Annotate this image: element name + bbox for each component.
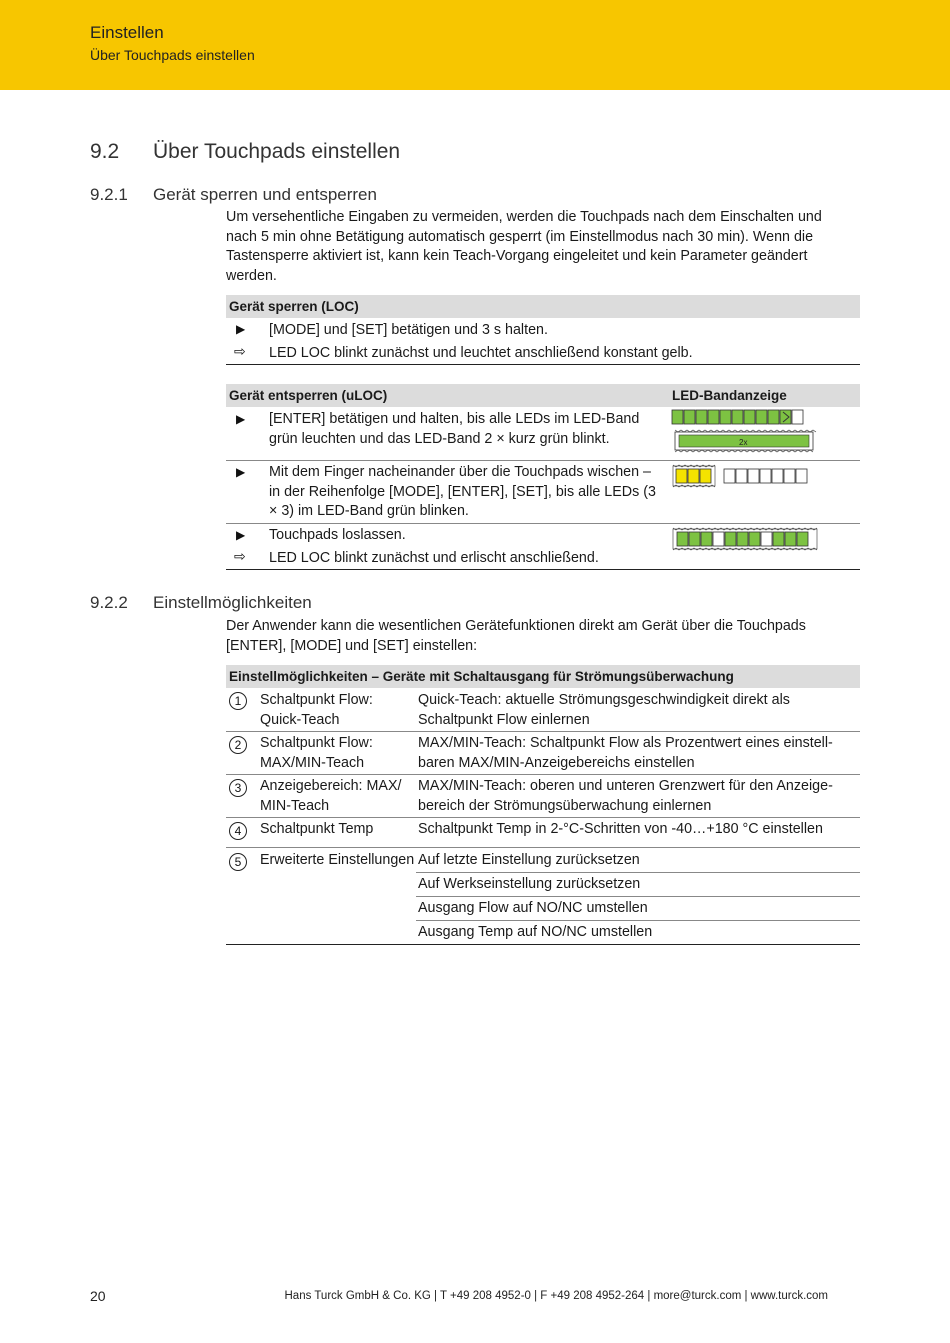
header-band <box>0 0 950 90</box>
settings-table-title: Einstellmöglichkeiten – Geräte mit Schaltausgang für Strömungsüberwachung <box>229 669 734 684</box>
action-triangle-icon: ▶ <box>236 465 246 479</box>
action-triangle-icon: ▶ <box>236 412 246 426</box>
section-title: Über Touchpads einstellen <box>153 140 401 163</box>
section-number: 9.2 <box>90 140 120 163</box>
subsection-title: Einstellmöglichkeiten <box>153 593 312 612</box>
led-blink-frame <box>675 430 816 452</box>
row-divider <box>226 731 860 732</box>
result-arrow-icon: ⇨ <box>234 548 246 564</box>
option-number-badge: 4 <box>229 822 247 840</box>
led-band-3x3-green <box>670 525 820 555</box>
option-description: MAX/MIN-Teach: Schaltpunkt Flow als Prozentwert eines einstell-baren MAX/MIN-Anzeigebereichs einstellen <box>418 735 833 771</box>
sub-row-divider <box>416 872 860 873</box>
option-number-badge: 3 <box>229 779 247 797</box>
header-subtitle: Über Touchpads einstellen <box>90 47 255 63</box>
option-sub-item: Auf letzte Einstellung zurücksetzen <box>418 852 640 868</box>
subsection-number: 9.2.1 <box>90 185 128 204</box>
option-number-badge: 5 <box>229 853 247 871</box>
action-triangle-icon: ▶ <box>236 528 246 542</box>
option-description: MAX/MIN-Teach: oberen und unteren Grenzwert für den Anzeige-bereich der Strömungsüberwachung einlernen <box>418 778 833 814</box>
unlock-step-3-text: Touchpads loslassen. <box>269 527 406 543</box>
sub-row-divider <box>416 920 860 921</box>
sub-row-divider <box>416 896 860 897</box>
unlock-table-title: Gerät entsperren (uLOC) <box>229 388 388 403</box>
lock-step-text: [MODE] und [SET] betätigen und 3 s halten. <box>269 322 548 338</box>
option-sub-item: Ausgang Flow auf NO/NC umstellen <box>418 900 648 916</box>
unlock-step-2-text: Mit dem Finger nacheinander über die Touchpads wischen – in der Reihenfolge [MODE], [ENTER], [SET], bis alle LEDs (3 × 3) im LED-Band grün blinken. <box>269 464 656 519</box>
blink-count-label: 2x <box>739 438 748 447</box>
action-triangle-icon: ▶ <box>236 322 246 336</box>
option-name: Schaltpunkt Temp <box>260 821 374 837</box>
led-band-all-green <box>670 408 820 458</box>
lock-table-title: Gerät sperren (LOC) <box>229 299 359 314</box>
option-name: Erweiterte Einstellungen <box>260 852 415 868</box>
option-sub-item: Auf Werkseinstellung zurücksetzen <box>418 876 641 892</box>
row-divider <box>226 774 860 775</box>
row-divider <box>226 847 860 848</box>
option-number-badge: 1 <box>229 692 247 710</box>
subsection-title: Gerät sperren und entsperren <box>153 185 377 204</box>
table-bottom-rule <box>226 364 860 365</box>
led-row-green <box>672 410 803 424</box>
option-name: Schaltpunkt Flow: Quick-Teach <box>260 692 373 728</box>
table-bottom-rule <box>226 944 860 945</box>
option-name: Anzeigebereich: MAX/ MIN-Teach <box>260 778 402 814</box>
option-description: Schaltpunkt Temp in 2-°C-Schritten von -40…+180 °C einstellen <box>418 821 823 837</box>
option-number-badge: 2 <box>229 736 247 754</box>
subsection-number: 9.2.2 <box>90 593 128 612</box>
option-sub-item: Ausgang Temp auf NO/NC umstellen <box>418 924 653 940</box>
option-name: Schaltpunkt Flow: MAX/MIN-Teach <box>260 735 373 771</box>
row-divider <box>226 817 860 818</box>
lock-result-text: LED LOC blinkt zunächst und leuchtet anschließend konstant gelb. <box>269 345 693 361</box>
led-band-yellow-swipe <box>670 462 820 492</box>
table-bottom-rule <box>226 569 860 570</box>
lock-intro-paragraph: Um versehentliche Eingaben zu vermeiden, werden die Touchpads nach dem Einschalten und nach 5 min ohne Betätigung automatisch gesperrt (im Einstellmodus nach 30 min). Wenn die Tastensperre aktiviert ist, kann kein Teach-Vorgang eingeleitet und kein Parameter geändert werden. <box>226 209 822 284</box>
row-divider <box>226 460 860 461</box>
led-band-column-title: LED-Bandanzeige <box>672 388 787 403</box>
result-arrow-icon: ⇨ <box>234 343 246 359</box>
footer-company-contact: Hans Turck GmbH & Co. KG | T +49 208 4952-0 | F +49 208 4952-264 | more@turck.com | www.turck.com <box>284 1290 828 1302</box>
settings-intro-paragraph: Der Anwender kann die wesentlichen Gerätefunktionen direkt am Gerät über die Touchpads [ENTER], [MODE] und [SET] einstellen: <box>226 618 806 654</box>
option-description: Quick-Teach: aktuelle Strömungsgeschwindigkeit direkt als Schaltpunkt Flow einlernen <box>418 692 790 728</box>
row-divider <box>226 523 860 524</box>
unlock-result-text: LED LOC blinkt zunächst und erlischt anschließend. <box>269 550 599 566</box>
page-number: 20 <box>90 1288 106 1304</box>
unlock-step-1-text: [ENTER] betätigen und halten, bis alle LEDs im LED-Band grün leuchten und das LED-Band 2 × kurz grün blinkt. <box>269 411 640 447</box>
header-title: Einstellen <box>90 23 164 42</box>
